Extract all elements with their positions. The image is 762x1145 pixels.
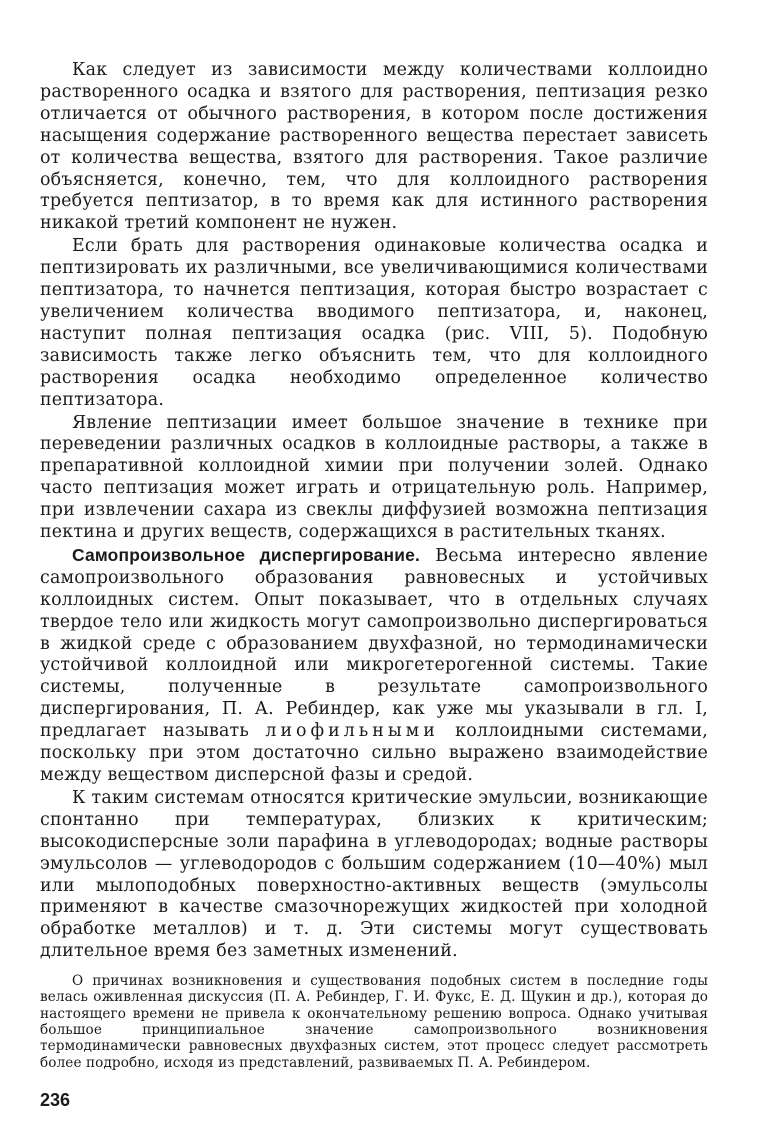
paragraph-text-part: коллоидными системами, поскольку при этом достаточно сильно выражено взаимодействие между веществом дисперсной фазы и средой.: [40, 721, 709, 785]
page-number: 236: [40, 1090, 71, 1110]
paragraph-text-part: Весьма интересно явление самопроизвольного образования равновесных и устойчивых коллоидных систем. Опыт показывает, что в отдельных случаях твердое тело или жидкость могут самопроизвольно диспергироваться в жидкой среде с образованием двухфазной, но термодинамически устойчивой коллоидной или микрогетерогенной системы. Такие системы, полученные в результате самопроизвольного диспергирования, П. А. Ребиндер, как уже мы указывали в гл. I, предлагает называть: [40, 545, 709, 742]
paragraph-peptizer-amount: Если брать для растворения одинаковые количества осадка и пептизировать их различными, все увеличивающимися количествами пептизатора, то начнется пептизация, которая быстро возрастает с увеличением количества вводимого пептизатора, и, наконец, наступит полная пептизация осадка (рис. VIII, 5). Подобную зависимость также легко объяснить тем, что для коллоидного растворения осадка необходимо определенное количество пептизатора.: [40, 236, 708, 410]
footnote: О причинах возникновения и существования подобных систем в последние годы велась оживленная дискуссия (П. А. Ребиндер, Г. И. Фукс, Е. Д. Щукин и др.), которая до настоящего времени не привела к окончательному решению вопроса. Однако учитывая большое принципиальное значение самопроизвольного возникновения термодинамически равновесных двухфазных систем, этот процесс следует рассмотреть более подробно, исходя из представлений, развиваемых П. А. Ребиндером.: [40, 973, 708, 1071]
paragraph-peptization-significance: Явление пептизации имеет большое значение в технике при переведении различных осадков в коллоидные растворы, а также в препаративной коллоидной химии при получении золей. Однако часто пептизация может играть и отрицательную роль. Например, при извлечении сахара из свеклы диффузией возможна пептизация пектина и других веществ, содержащихся в растительных тканях.: [40, 412, 708, 543]
paragraph-peptization-vs-dissolution: Как следует из зависимости между количествами коллоидно растворенного осадка и взятого для растворения, пептизация резко отличается от обычного растворения, в котором после достижения насыщения содержание растворенного вещества перестает зависеть от количества вещества, взятого для растворения. Такое различие объясняется, конечно, тем, что для коллоидного растворения требуется пептизатор, в то время как для истинного растворения никакой третий компонент не нужен.: [40, 60, 708, 234]
emphasized-term: лиофильными: [265, 721, 439, 742]
paragraph-examples: К таким системам относятся критические эмульсии, возникающие спонтанно при температурах, близких к критическим; высокодисперсные золи парафина в углеводородах; водные растворы эмульсолов — углеводородов с большим содержанием (10—40%) мыл или мылоподобных поверхностно-активных веществ (эмульсолы применяют в качестве смазочнорежущих жидкостей при холодной обработке металлов) и т. д. Эти системы могут существовать длительное время без заметных изменений.: [40, 787, 708, 962]
section-heading: Самопроизвольное диспергирование.: [72, 544, 421, 565]
page-body: [40, 60, 708, 1085]
paragraph-spontaneous-dispersion: [40, 545, 708, 787]
